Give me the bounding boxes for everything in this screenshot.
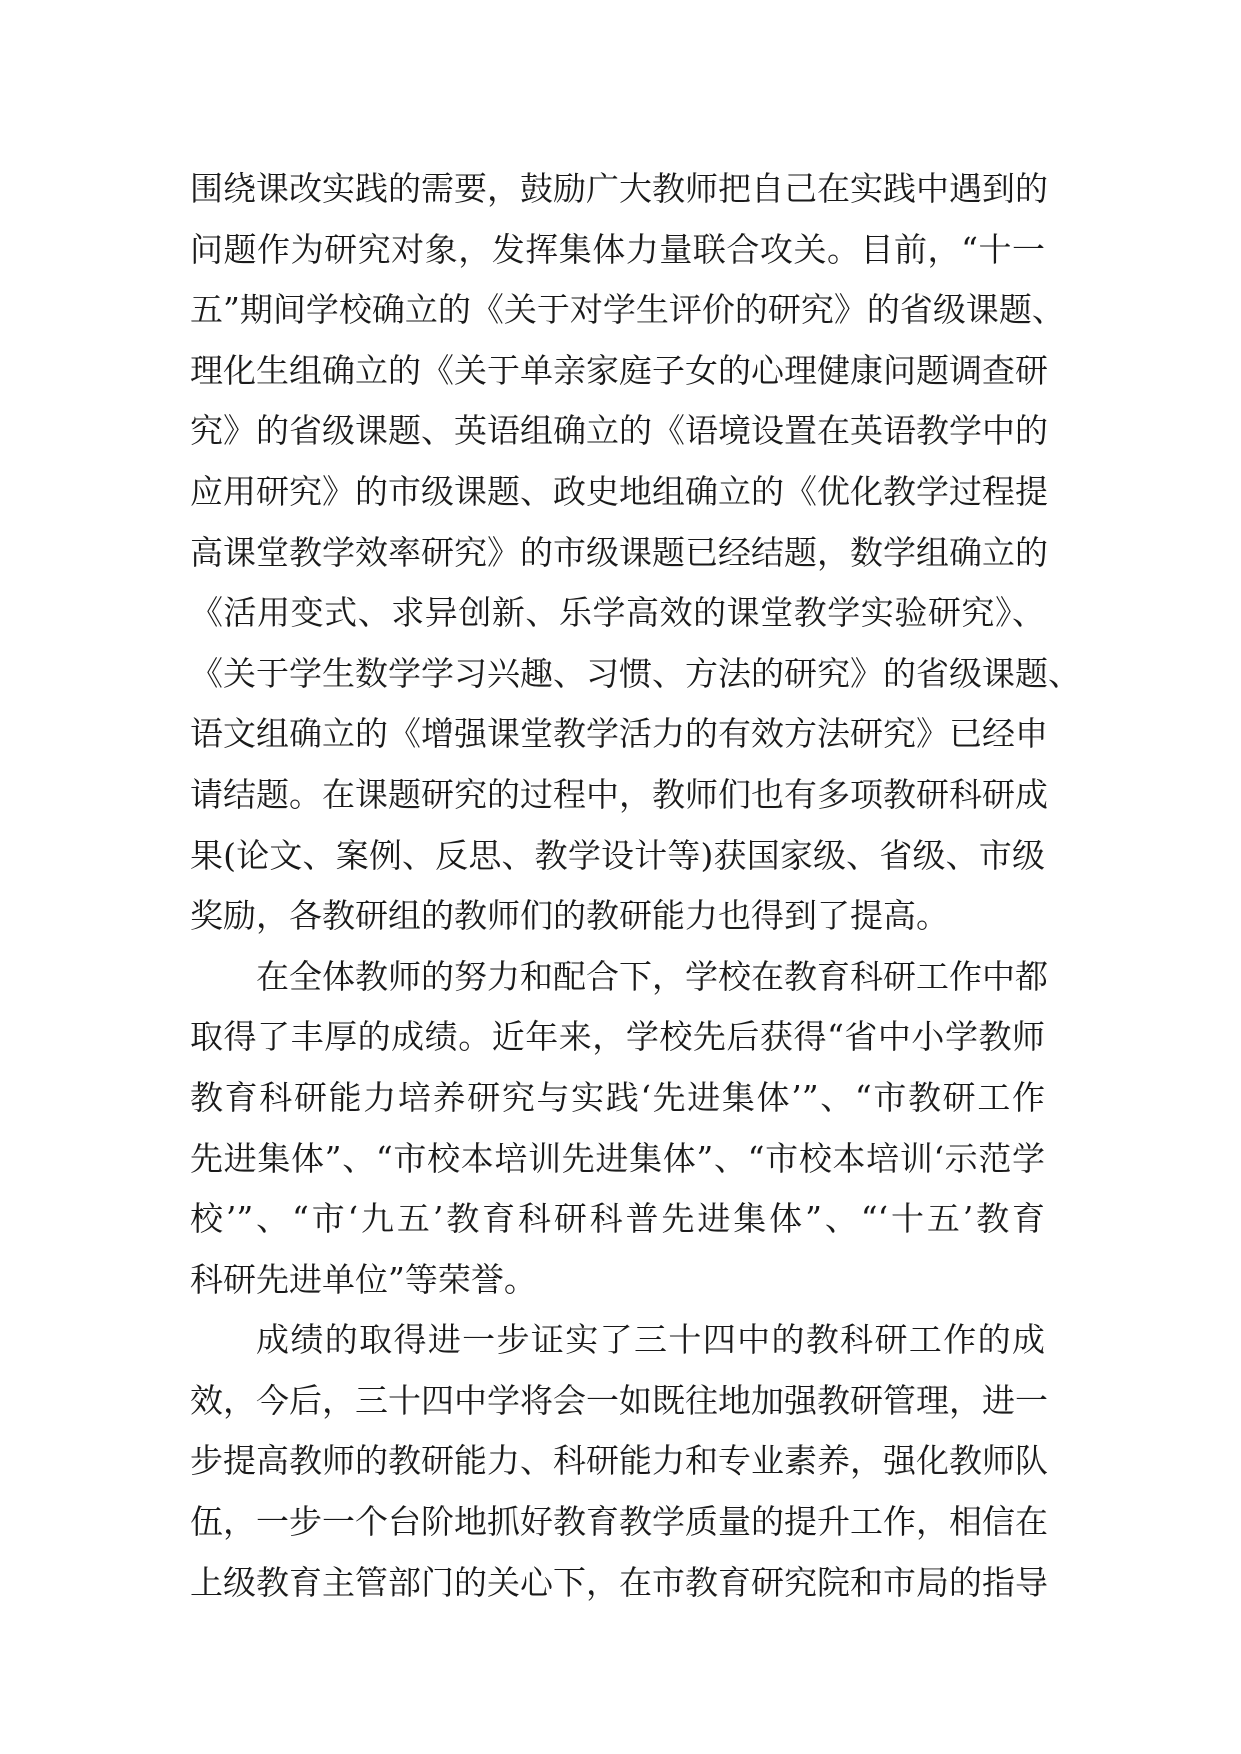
text-line: 高课堂教学效率研究》的市级课题已经结题，数学组确立的	[190, 532, 1048, 572]
text-line: 效，今后，三十四中学将会一如既往地加强教研管理，进一	[190, 1380, 1048, 1420]
text-line: 取得了丰厚的成绩。近年来，学校先后获得“省中小学教师	[190, 1017, 1045, 1057]
text-line: 教育科研能力培养研究与实践‘先进集体’”、“市教研工作	[190, 1077, 1045, 1117]
text-line: 理化生组确立的《关于单亲家庭子女的心理健康问题调查研	[190, 350, 1048, 390]
text-line: 在全体教师的努力和配合下，学校在教育科研工作中都	[256, 956, 1048, 996]
text-line: 伍，一步一个台阶地抓好教育教学质量的提升工作，相信在	[190, 1502, 1048, 1542]
text-line: 步提高教师的教研能力、科研能力和专业素养，强化教师队	[190, 1441, 1048, 1481]
text-line: 上级教育主管部门的关心下，在市教育研究院和市局的指导	[190, 1562, 1048, 1602]
text-line: 究》的省级课题、英语组确立的《语境设置在英语教学中的	[190, 411, 1048, 451]
text-line: 问题作为研究对象，发挥集体力量联合攻关。目前，“十一	[190, 229, 1045, 269]
text-line: 校’”、“市‘九五’教育科研科普先进集体”、“‘十五’教育	[190, 1199, 1045, 1239]
text-line: 奖励，各教研组的教师们的教研能力也得到了提高。	[190, 896, 949, 936]
text-line: 请结题。在课题研究的过程中，教师们也有多项教研科研成	[190, 774, 1048, 814]
text-line: 科研先进单位”等荣誉。	[190, 1259, 537, 1299]
text-line: 围绕课改实践的需要，鼓励广大教师把自己在实践中遇到的	[190, 169, 1048, 208]
text-line: 语文组确立的《增强课堂教学活力的有效方法研究》已经申	[190, 714, 1048, 754]
text-line: 先进集体”、“市校本培训先进集体”、“市校本培训‘示范学	[190, 1138, 1045, 1178]
text-line: 成绩的取得进一步证实了三十四中的教科研工作的成	[256, 1320, 1045, 1360]
paragraph-2	[190, 947, 1048, 1311]
text-line: 应用研究》的市级课题、政史地组确立的《优化教学过程提	[190, 471, 1048, 511]
text-line: 《关于学生数学学习兴趣、习惯、方法的研究》的省级课题、	[190, 653, 1081, 693]
paragraph-1	[190, 159, 1081, 947]
document-body	[190, 159, 1081, 1613]
text-line: 果(论文、案例、反思、教学设计等)获国家级、省级、市级	[190, 835, 1045, 875]
text-line: 五”期间学校确立的《关于对学生评价的研究》的省级课题、	[190, 290, 1065, 330]
text-line: 《活用变式、求异创新、乐学高效的课堂教学实验研究》、	[190, 593, 1045, 633]
paragraph-3	[190, 1310, 1048, 1613]
